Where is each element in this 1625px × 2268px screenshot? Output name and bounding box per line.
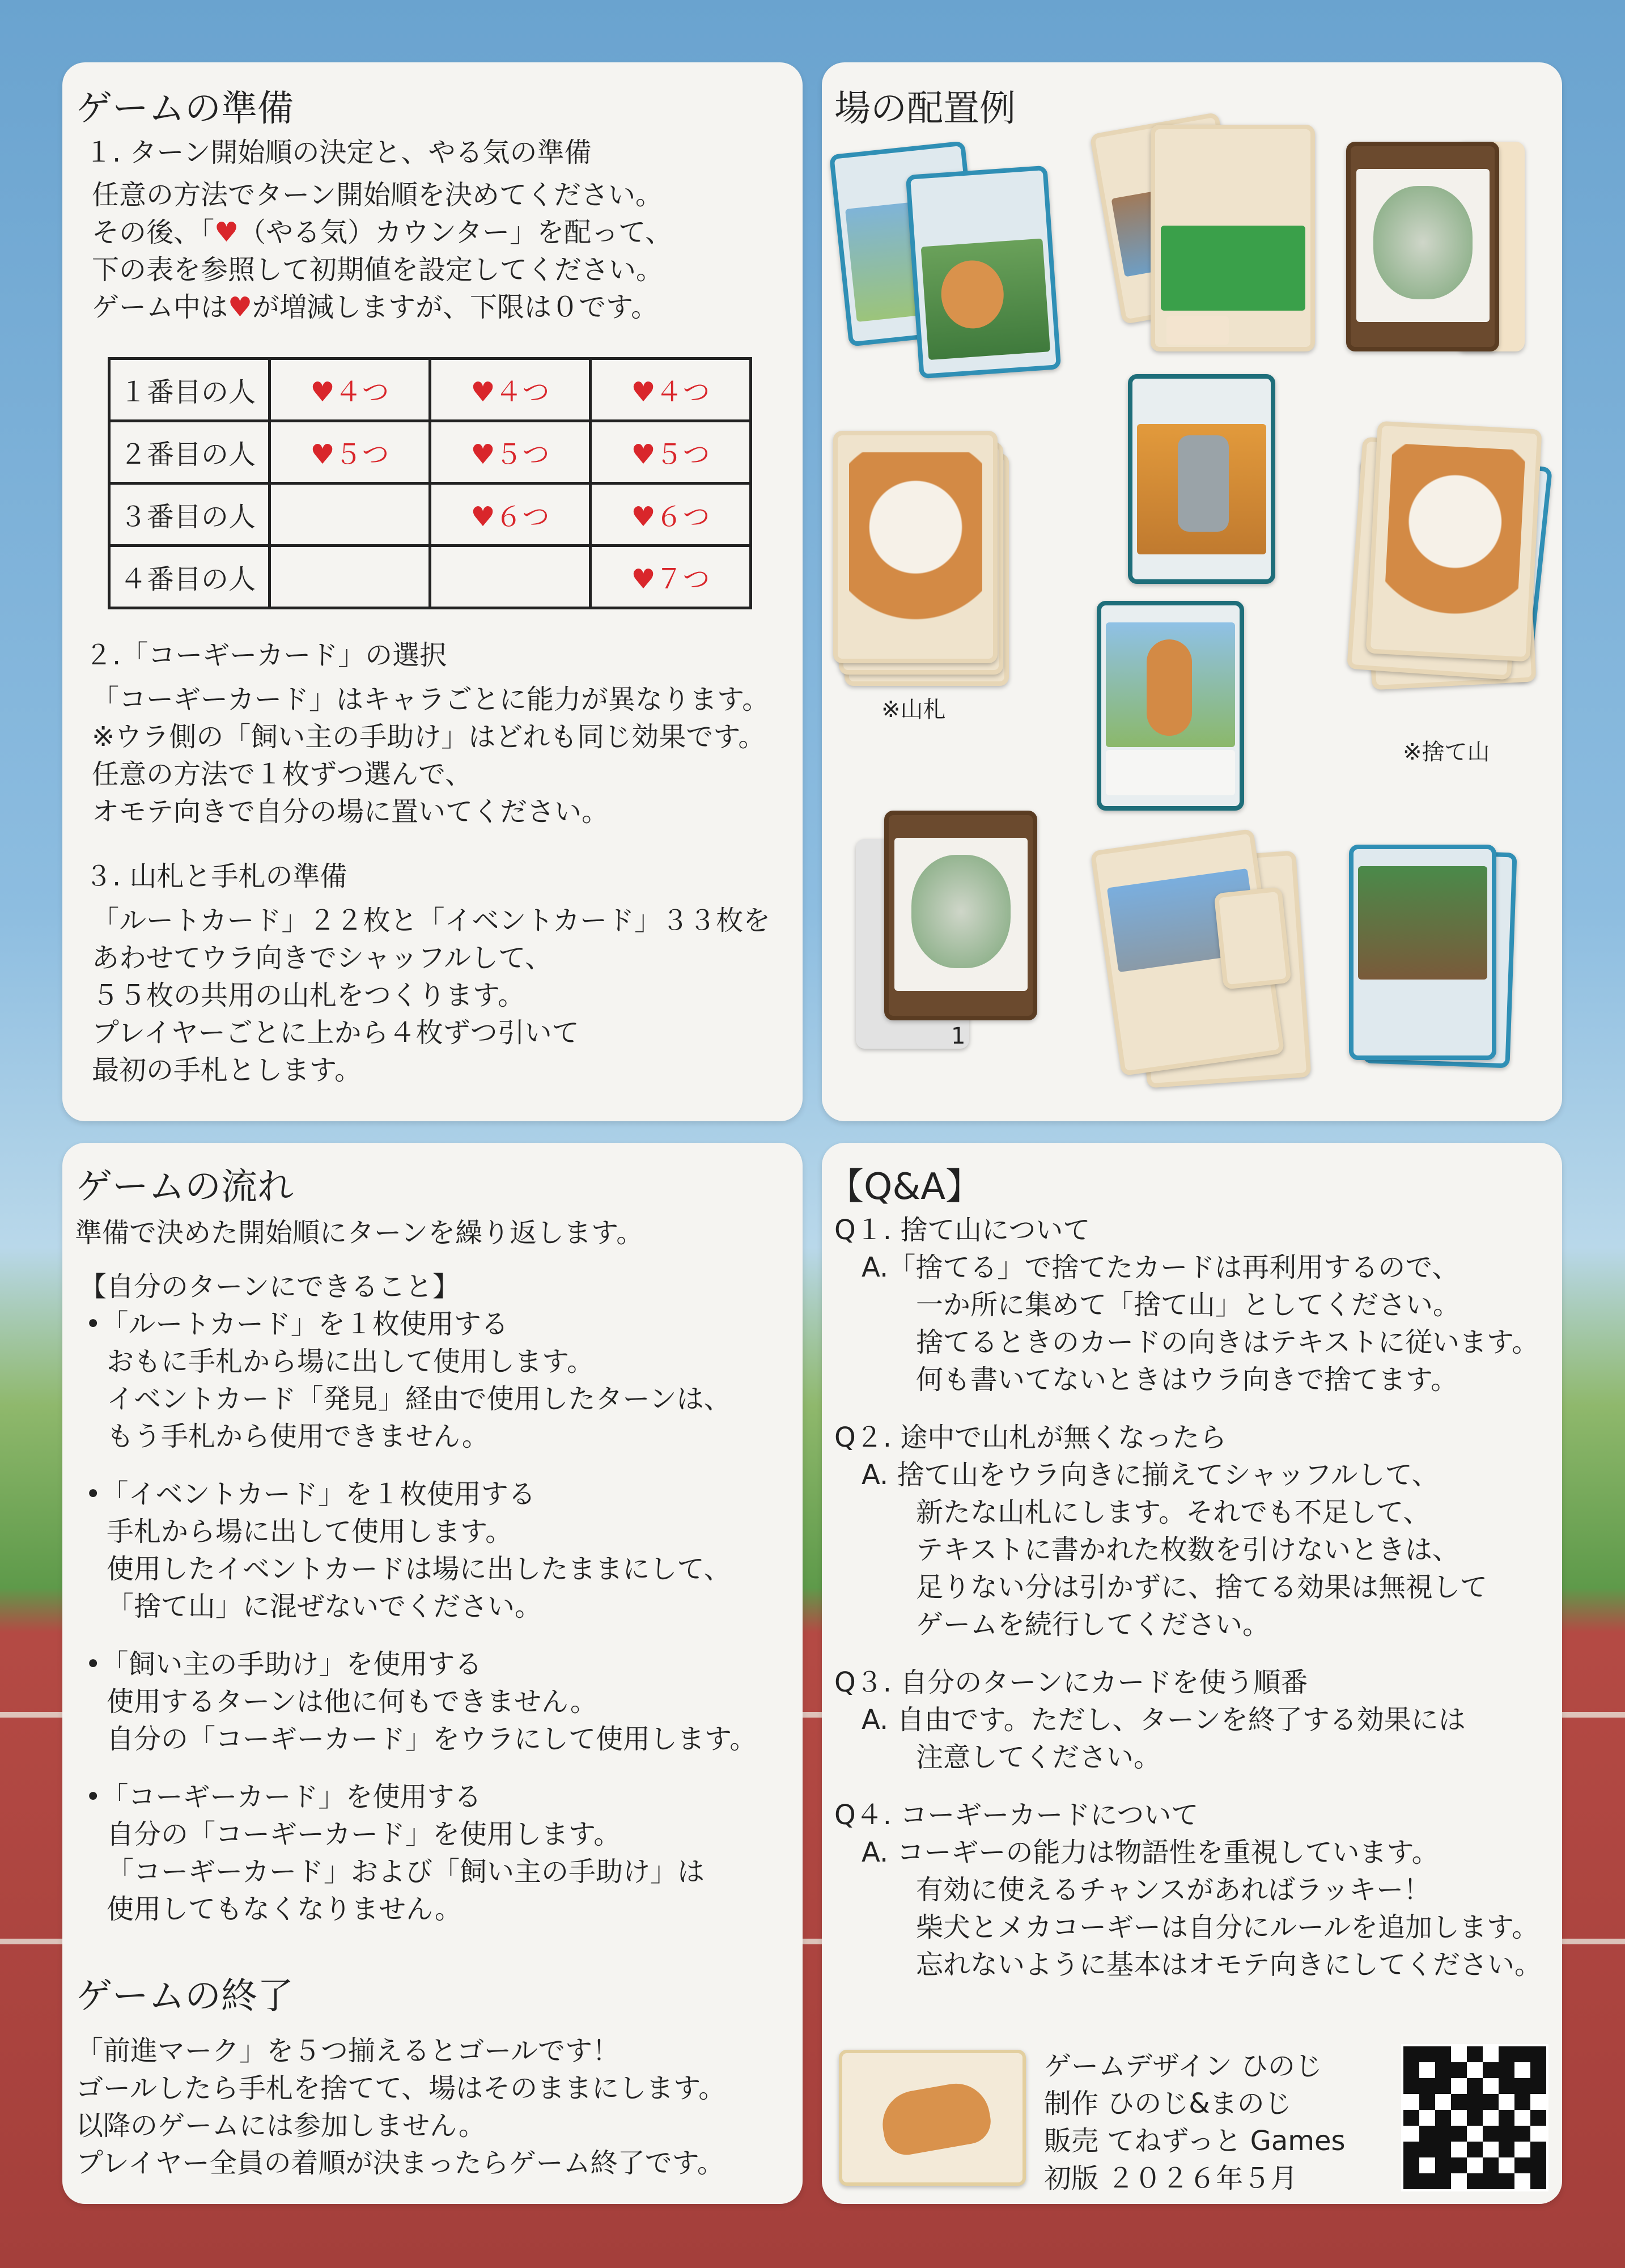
step3-line: 最初の手札とします。 [92,1054,362,1086]
qa-answer-line: 柴犬とメカコーギーは自分にルールを追加します。 [916,1911,1539,1943]
table-cell [591,359,751,421]
game-flow-panel [62,1143,803,2204]
table-cell: ３番目の人 [109,484,270,546]
qa-question: Q１. 捨て山について [834,1214,1091,1246]
table-cell [430,546,591,608]
table-cell: ２番目の人 [109,421,270,484]
table-row [109,421,751,484]
flow-line: おもに手札から場に出して使用します。 [107,1346,595,1377]
game-end-title: ゲームの終了 [76,1976,294,2017]
end-line: 以降のゲームには参加しません。 [76,2110,486,2142]
table-cell-value: ♥６つ [470,501,550,533]
table-row [109,484,751,546]
flow-line: 自分の「コーギーカード」をウラにして使用します。 [107,1723,757,1755]
corgi-card-front [833,431,998,663]
credit-line: 販売 てねずっと Games [1044,2125,1346,2157]
step3-heading: ３. 山札と手札の準備 [85,860,347,892]
qa-answer-line: 新たな山札にします。それでも不足して、 [916,1497,1431,1528]
table-cell [430,484,591,546]
flow-line: イベントカード「発見」経由で使用したターンは、 [107,1383,731,1415]
card-art [1373,186,1473,299]
corgi-art [1147,639,1192,736]
credit-line: ゲームデザイン ひのじ [1044,2050,1322,2082]
card-art [1358,866,1487,980]
preparation-panel [62,62,803,1121]
running-corgi-illustration [839,2050,1026,2186]
flow-line: 使用してもなくなりません。 [107,1893,462,1925]
corgi-character-card [1097,601,1244,811]
table-cell-value: ♥４つ [631,376,710,408]
end-line: プレイヤー全員の着順が決まったらゲーム終了です。 [76,2147,724,2179]
qr-code[interactable] [1401,2044,1548,2191]
table-cell [591,484,751,546]
step1-line: その後、「♥（やる気）カウンター」を配って、 [92,217,673,248]
layout-example-title: 場の配置例 [834,88,1016,130]
heart-icon: ♥ [214,217,239,248]
qa-answer-line: A. 自由です。ただし、ターンを終了する効果には [862,1704,1466,1736]
layout-example-panel [822,62,1562,1121]
table-row [109,546,751,608]
discovery-card [1349,845,1496,1060]
event-card [1214,887,1291,990]
corgi-art [1383,443,1526,637]
qa-answer-line: A. 捨て山をウラ向きに揃えてシャッフルして、 [862,1459,1439,1491]
qa-answer-line: 捨てるときのカードの向きはテキストに従います。 [916,1326,1539,1358]
qa-answer-line: テキストに書かれた枚数を引けないときは、 [916,1534,1460,1566]
flow-line: 使用したイベントカードは場に出したままにして、 [107,1553,731,1585]
step2-line: 任意の方法で１枚ずつ選んで、 [92,758,473,790]
credit-line: 制作 ひのじ&まのじ [1044,2088,1292,2119]
heart-icon: ♥ [228,291,253,323]
qa-answer-line: 注意してください。 [916,1741,1161,1773]
qa-panel [822,1143,1562,2204]
flow-intro: 準備で決めた開始順にターンを繰り返します。 [75,1217,644,1249]
qa-question: Q３. 自分のターンにカードを使う順番 [834,1667,1308,1698]
card-art [911,855,1011,968]
table-cell-value: ♥７つ [631,563,710,595]
event-card [1128,374,1275,584]
table-row [109,359,751,421]
table-cell-value: ♥５つ [310,439,389,470]
step1-line: ゲーム中は♥が増減しますが、下限は０です。 [92,291,659,323]
step1-line: 任意の方法でターン開始順を決めてください。 [92,179,663,211]
table-cell: ４番目の人 [109,546,270,608]
table-cell-value: ♥４つ [470,376,550,408]
qa-title: 【Q&A】 [828,1166,982,1208]
qa-question: Q２. 途中で山札が無くなったら [834,1422,1227,1453]
route-card [906,166,1062,379]
corgi-card-back [884,811,1037,1020]
step2-line: ※ウラ側の「飼い主の手助け」はどれも同じ効果です。 [92,721,766,753]
qa-answer-line: ゲームを続行してください。 [916,1609,1270,1640]
step3-line: 「ルートカード」２２枚と「イベントカード」３３枚を [92,905,771,936]
table-cell [430,421,591,484]
end-line: 「前進マーク」を５つ揃えるとゴールです！ [76,2035,620,2067]
table-cell [270,484,430,546]
step3-line: プレイヤーごとに上から４枚ずつ引いて [92,1017,579,1049]
table-cell-value: ♥６つ [631,501,710,533]
corgi-card-front [1365,421,1542,662]
step3-line: あわせてウラ向きでシャッフルして、 [92,942,553,974]
route-card [1151,125,1315,351]
qa-answer-line: 有効に使えるチャンスがあればラッキー！ [916,1874,1431,1906]
game-flow-title: ゲームの流れ [76,1166,294,1208]
flow-line: •「飼い主の手助け」を使用する [85,1648,482,1680]
table-cell-value: ♥５つ [631,439,710,470]
qa-question: Q４. コーギーカードについて [834,1799,1199,1831]
flow-line: •「ルートカード」を１枚使用する [85,1308,508,1340]
corgi-art [877,2078,994,2158]
card-art [1161,226,1305,311]
flow-line: 手札から場に出して使用します。 [107,1516,513,1548]
table-cell: １番目の人 [109,359,270,421]
flow-line: 「コーギーカード」および「飼い主の手助け」は [107,1856,705,1888]
corgi-card-back [1346,142,1499,351]
corgi-art [1166,316,1229,345]
flow-line: 使用するターンは他に何もできません。 [107,1686,597,1718]
step2-heading: ２.「コーギーカード」の選択 [85,639,447,671]
table-cell [591,421,751,484]
qa-answer-line: 何も書いてないときはウラ向きで捨てます。 [916,1364,1458,1396]
deck-label: ※山札 [881,697,946,723]
preparation-title: ゲームの準備 [76,88,294,130]
qa-answer-line: A.「捨てる」で捨てたカードは再利用するので、 [862,1252,1459,1283]
table-cell-value: ♥５つ [470,439,550,470]
step3-line: ５５枚の共用の山札をつくります。 [92,980,525,1011]
discard-label: ※捨て山 [1403,739,1490,765]
flow-line: •「コーギーカード」を使用する [85,1781,482,1813]
flow-line: 自分の「コーギーカード」を使用します。 [107,1818,621,1850]
table-cell [270,546,430,608]
end-line: ゴールしたら手札を捨てて、場はそのままにします。 [76,2072,726,2104]
initial-heart-table [108,357,752,609]
step2-line: オモテ向きで自分の場に置いてください。 [92,796,609,828]
table-cell [591,546,751,608]
qa-answer-line: 一か所に集めて「捨て山」としてください。 [916,1289,1461,1321]
qa-answer-line: 忘れないように基本はオモテ向きにしてください。 [916,1949,1542,1981]
credit-line: 初版 ２０２６年５月 [1044,2163,1298,2194]
step1-heading: １. ターン開始順の決定と、やる気の準備 [85,137,592,168]
flow-can-do-heading: 【自分のターンにできること】 [79,1271,460,1303]
flow-line: もう手札から使用できません。 [107,1421,489,1452]
table-cell [270,359,430,421]
step1-line: 下の表を参照して初期値を設定してください。 [92,254,664,286]
card-text-area [1106,750,1235,795]
corgi-art [849,452,982,639]
qa-answer-line: 足りない分は引かずに、捨てる効果は無視して [916,1571,1488,1603]
mech-corgi-art [1178,435,1229,532]
flow-line: •「イベントカード」を１枚使用する [85,1478,536,1510]
flow-line: 「捨て山」に混ぜないでください。 [107,1591,542,1622]
step2-line: 「コーギーカード」はキャラごとに能力が異なります。 [92,684,770,715]
qa-answer-line: A. コーギーの能力は物語性を重視しています。 [862,1837,1439,1868]
card-number: 1 [951,1023,966,1049]
table-cell [430,359,591,421]
table-cell-value: ♥４つ [310,376,389,408]
table-cell [270,421,430,484]
